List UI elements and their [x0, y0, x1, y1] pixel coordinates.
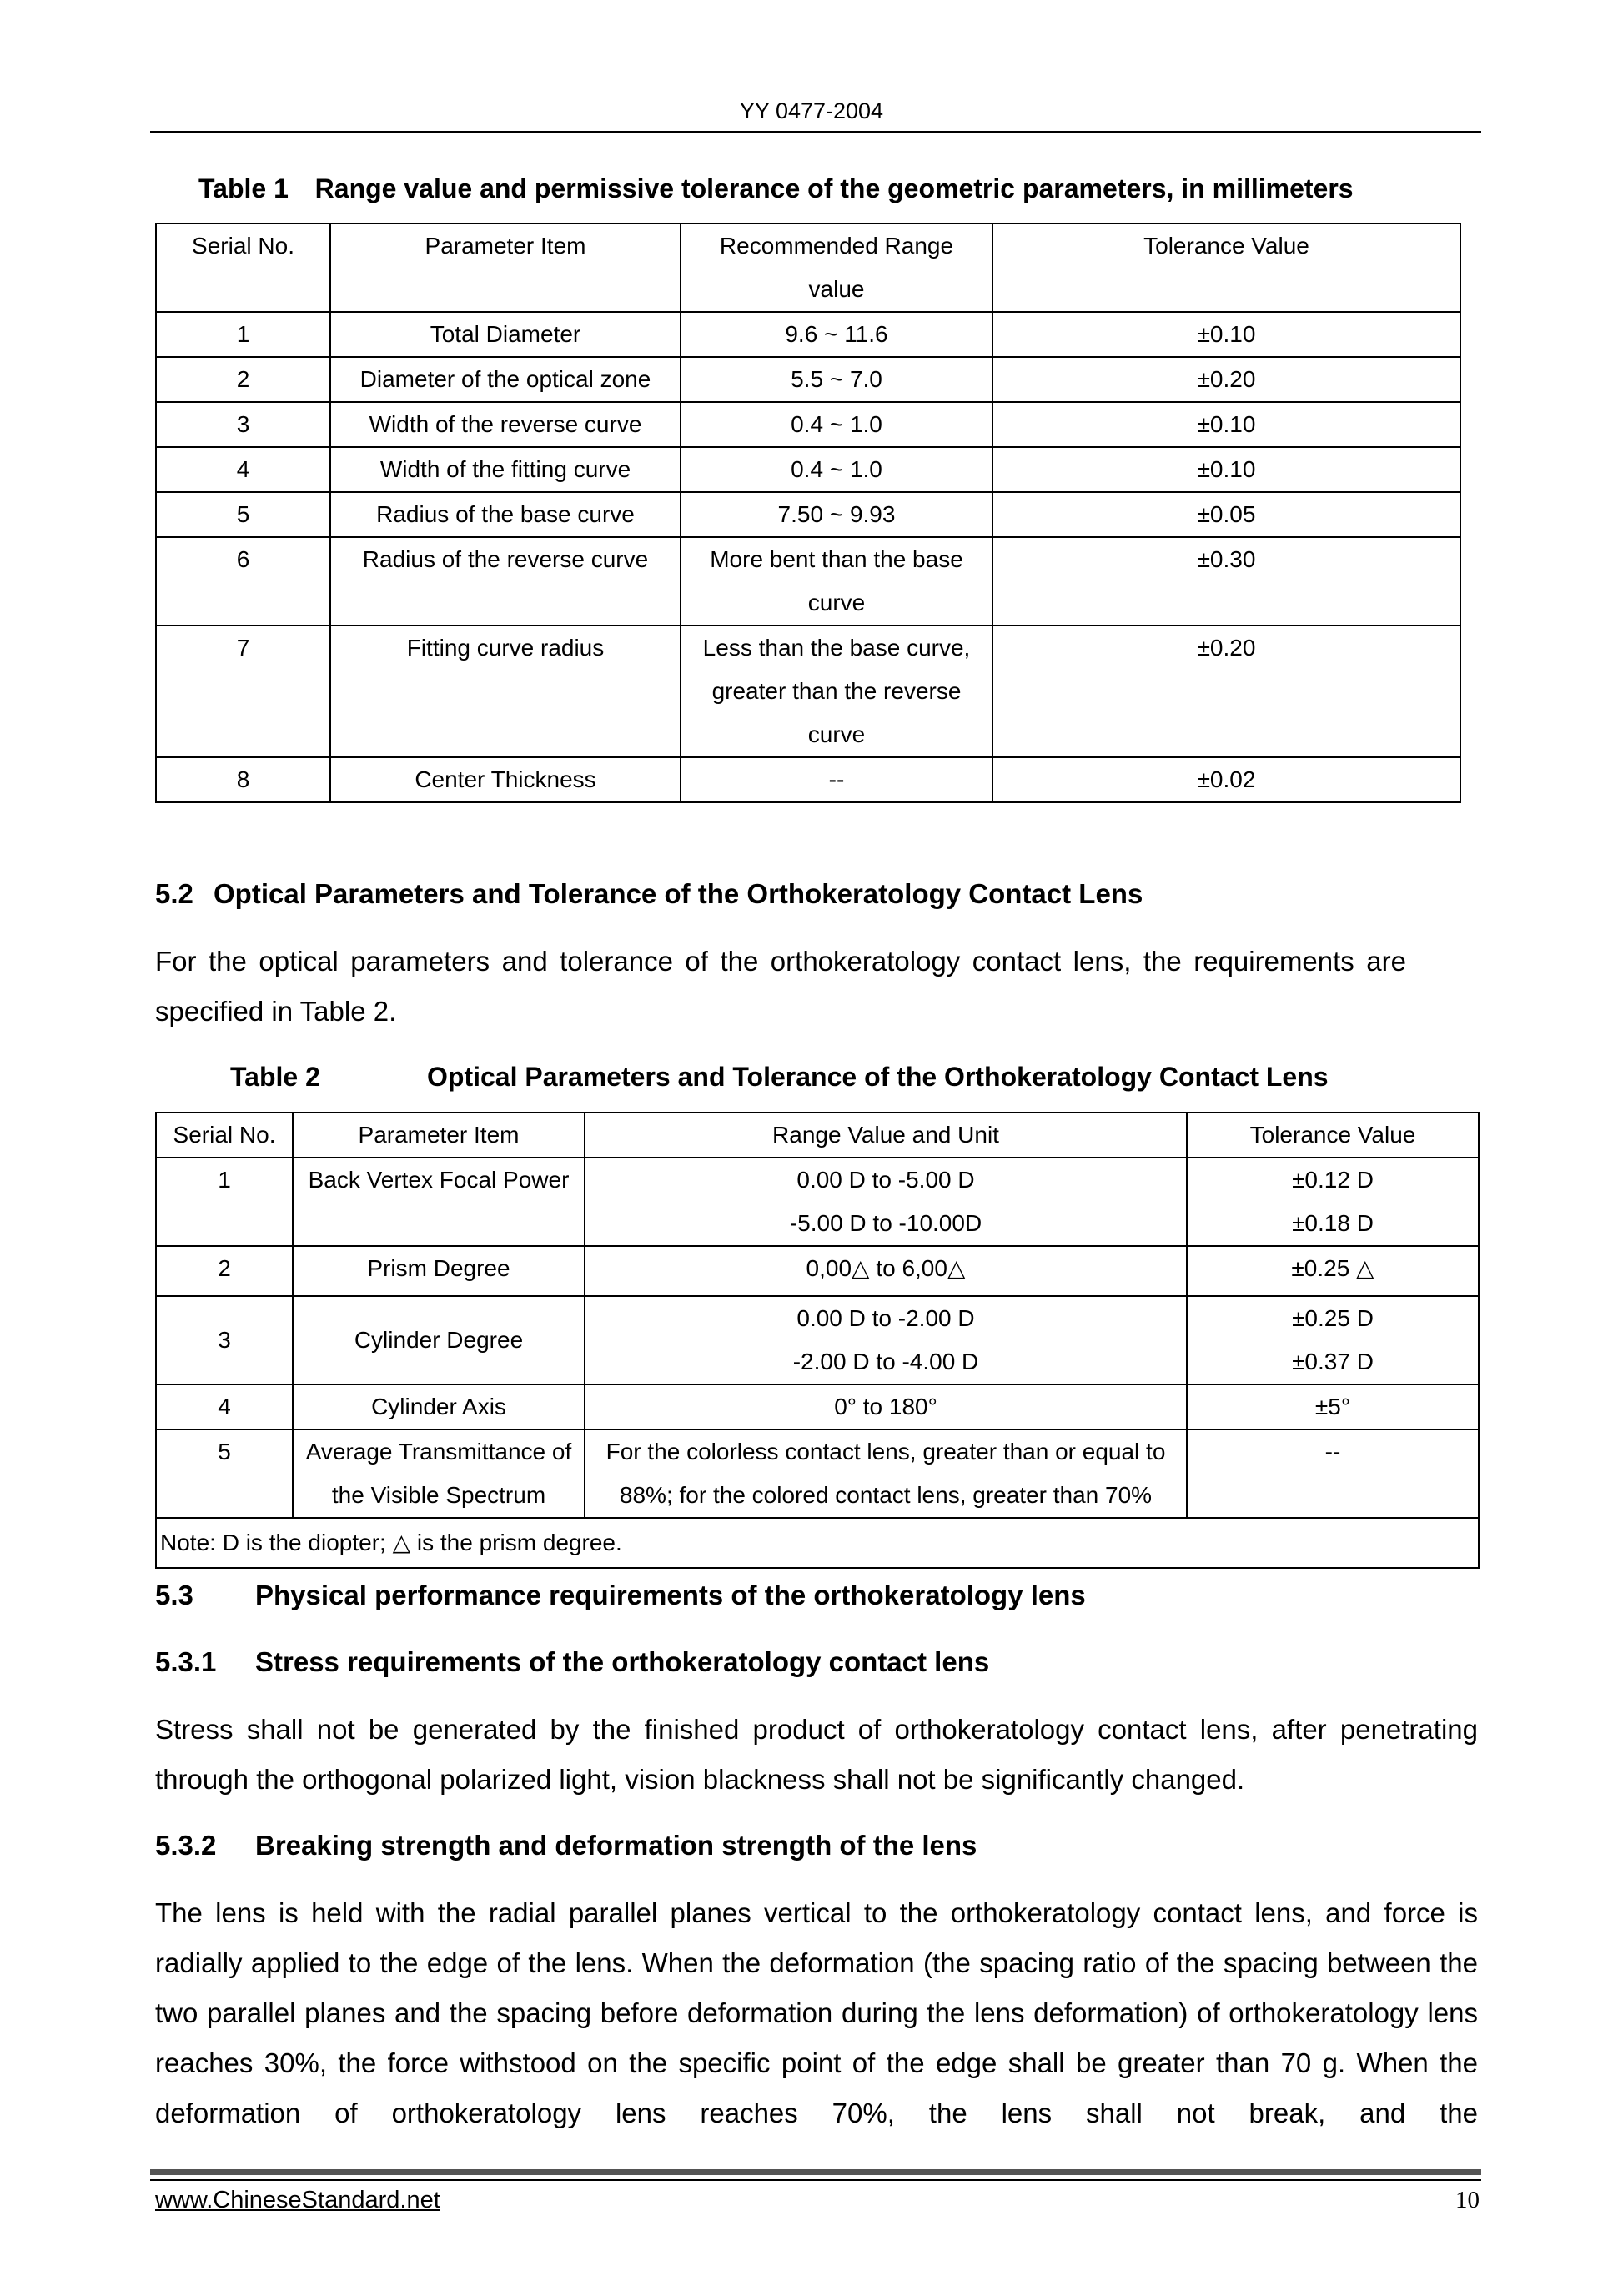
table2-caption-number: Table 2 [230, 1062, 320, 1092]
table-cell: 8 [156, 757, 330, 802]
table-cell: 1 [156, 312, 330, 357]
table-cell: For the colorless contact lens, greater than or equal to 88%; for the colored contact lens, greater than 70% [585, 1429, 1187, 1518]
table-row [156, 1384, 1479, 1429]
table-cell: 0,00△ to 6,00△ [585, 1246, 1187, 1296]
table1-caption-number: Table 1 [198, 173, 289, 203]
section-number: 5.3.2 [155, 1830, 217, 1861]
table-cell: 0.4 ~ 1.0 [681, 447, 992, 492]
table-row [156, 402, 1460, 447]
table2-header-cell: Tolerance Value [1187, 1113, 1479, 1158]
table-row [156, 312, 1460, 357]
section-5-3-1-heading [155, 1646, 989, 1678]
tolerance-line: ±0.37 D [1292, 1349, 1374, 1374]
table2-optical-parameters [155, 1112, 1480, 1569]
range-line: -5.00 D to -10.00D [789, 1210, 982, 1236]
table-cell: 2 [156, 1246, 293, 1296]
range-line: -2.00 D to -4.00 D [792, 1349, 979, 1374]
table-cell: ±0.05 [992, 492, 1460, 537]
table1-header-cell: Recommended Range value [681, 224, 992, 312]
section-5-3-heading [155, 1580, 1086, 1611]
table-note-row [156, 1518, 1479, 1568]
table-cell: Less than the base curve, greater than the reverse curve [681, 625, 992, 757]
table1-header-cell: Parameter Item [330, 224, 681, 312]
table-row [156, 1158, 1479, 1246]
table-cell [1187, 1296, 1479, 1384]
section-5-2-body: For the optical parameters and tolerance of the orthokeratology contact lens, the requirements are specified in Table 2. [155, 946, 1406, 1027]
table-row [156, 447, 1460, 492]
section-5-2-heading [155, 878, 1143, 910]
table-cell: 0° to 180° [585, 1384, 1187, 1429]
footer-website-link[interactable]: www.ChineseStandard.net [155, 2187, 440, 2213]
table-row [156, 757, 1460, 802]
table-cell: Average Transmittance of the Visible Spectrum [293, 1429, 585, 1518]
table1-geometric-parameters [155, 223, 1461, 803]
table-cell: Back Vertex Focal Power [293, 1158, 585, 1246]
section-title: Physical performance requirements of the orthokeratology lens [255, 1580, 1086, 1610]
table1-caption [198, 173, 1354, 204]
table-cell: -- [681, 757, 992, 802]
table-cell: 9.6 ~ 11.6 [681, 312, 992, 357]
range-line: 0.00 D to -5.00 D [796, 1167, 975, 1193]
table-cell: ±0.10 [992, 402, 1460, 447]
table-cell: Cylinder Degree [293, 1296, 585, 1384]
table2-header-cell: Range Value and Unit [585, 1113, 1187, 1158]
table1-header-row [156, 224, 1460, 312]
table-cell: 7.50 ~ 9.93 [681, 492, 992, 537]
table-cell: 5.5 ~ 7.0 [681, 357, 992, 402]
table-cell: More bent than the base curve [681, 537, 992, 625]
table1-header-cell: Serial No. [156, 224, 330, 312]
table1-caption-text: Range value and permissive tolerance of the geometric parameters, in millimeters [314, 173, 1354, 203]
table-cell: ±0.30 [992, 537, 1460, 625]
table-cell: Diameter of the optical zone [330, 357, 681, 402]
header-divider [150, 131, 1481, 133]
table-cell: 1 [156, 1158, 293, 1246]
table-row [156, 1246, 1479, 1296]
section-5-3-2-heading [155, 1830, 977, 1861]
table-cell: Width of the reverse curve [330, 402, 681, 447]
table-cell: Prism Degree [293, 1246, 585, 1296]
table-cell: 3 [156, 402, 330, 447]
table-cell: -- [1187, 1429, 1479, 1518]
section-number: 5.3.1 [155, 1646, 217, 1677]
table-row [156, 537, 1460, 625]
section-title: Optical Parameters and Tolerance of the Orthokeratology Contact Lens [214, 878, 1143, 909]
section-title: Breaking strength and deformation strength of the lens [255, 1830, 977, 1861]
section-number: 5.2 [155, 878, 193, 909]
table-row [156, 1429, 1479, 1518]
table-row [156, 492, 1460, 537]
table1-header-cell: Tolerance Value [992, 224, 1460, 312]
table-cell [585, 1158, 1187, 1246]
table-cell [1187, 1158, 1479, 1246]
table-cell: Width of the fitting curve [330, 447, 681, 492]
table-cell: ±0.02 [992, 757, 1460, 802]
table-cell: 6 [156, 537, 330, 625]
range-line: 0.00 D to -2.00 D [796, 1305, 975, 1331]
table-cell: ±0.25 △ [1187, 1246, 1479, 1296]
table-cell: ±0.10 [992, 312, 1460, 357]
table-cell: ±5° [1187, 1384, 1479, 1429]
page-number: 10 [1455, 2187, 1480, 2213]
table-cell [585, 1296, 1187, 1384]
table-cell: 4 [156, 1384, 293, 1429]
section-number: 5.3 [155, 1580, 193, 1610]
table-cell: 7 [156, 625, 330, 757]
table-cell: Center Thickness [330, 757, 681, 802]
table2-caption-text: Optical Parameters and Tolerance of the Orthokeratology Contact Lens [427, 1062, 1329, 1092]
table-cell: Radius of the reverse curve [330, 537, 681, 625]
table-cell: ±0.20 [992, 357, 1460, 402]
table-cell: Total Diameter [330, 312, 681, 357]
table-cell: ±0.10 [992, 447, 1460, 492]
document-id-header: YY 0477-2004 [739, 98, 884, 123]
table-row [156, 625, 1460, 757]
table-cell: 2 [156, 357, 330, 402]
table-cell: 0.4 ~ 1.0 [681, 402, 992, 447]
tolerance-line: ±0.18 D [1292, 1210, 1374, 1236]
section-5-3-1-body: Stress shall not be generated by the finished product of orthokeratology contact lens, after penetrating through the orthogonal polarized light, vision blackness shall not be significantly changed. [155, 1714, 1478, 1795]
table-row [156, 1296, 1479, 1384]
table-cell: 5 [156, 1429, 293, 1518]
table-cell: Radius of the base curve [330, 492, 681, 537]
footer-divider-thick [150, 2169, 1481, 2175]
section-5-3-2-body: The lens is held with the radial parallel planes vertical to the orthokeratology contact lens, and force is radially applied to the edge of the lens. When the deformation (the spacing ratio of the spacing between the two parallel planes and the spacing before deformation during the lens deformation) of orthokeratology lens reaches 30%, the force withstood on the specific point of the edge shall be greater than 70 g. When the deformation of orthokeratology lens reaches 70%, the lens shall not break, and the [155, 1897, 1478, 2128]
tolerance-line: ±0.12 D [1292, 1167, 1374, 1193]
table-cell: ±0.20 [992, 625, 1460, 757]
table-cell: 4 [156, 447, 330, 492]
tolerance-line: ±0.25 D [1292, 1305, 1374, 1331]
table2-header-cell: Parameter Item [293, 1113, 585, 1158]
table2-header-row [156, 1113, 1479, 1158]
table-cell: 3 [156, 1296, 293, 1384]
table-cell: Fitting curve radius [330, 625, 681, 757]
table2-header-cell: Serial No. [156, 1113, 293, 1158]
table-row [156, 357, 1460, 402]
table-cell: Cylinder Axis [293, 1384, 585, 1429]
table2-note: Note: D is the diopter; △ is the prism degree. [156, 1518, 1479, 1568]
table-cell: 5 [156, 492, 330, 537]
footer-divider-thin [150, 2179, 1481, 2181]
section-title: Stress requirements of the orthokeratology contact lens [255, 1646, 990, 1677]
